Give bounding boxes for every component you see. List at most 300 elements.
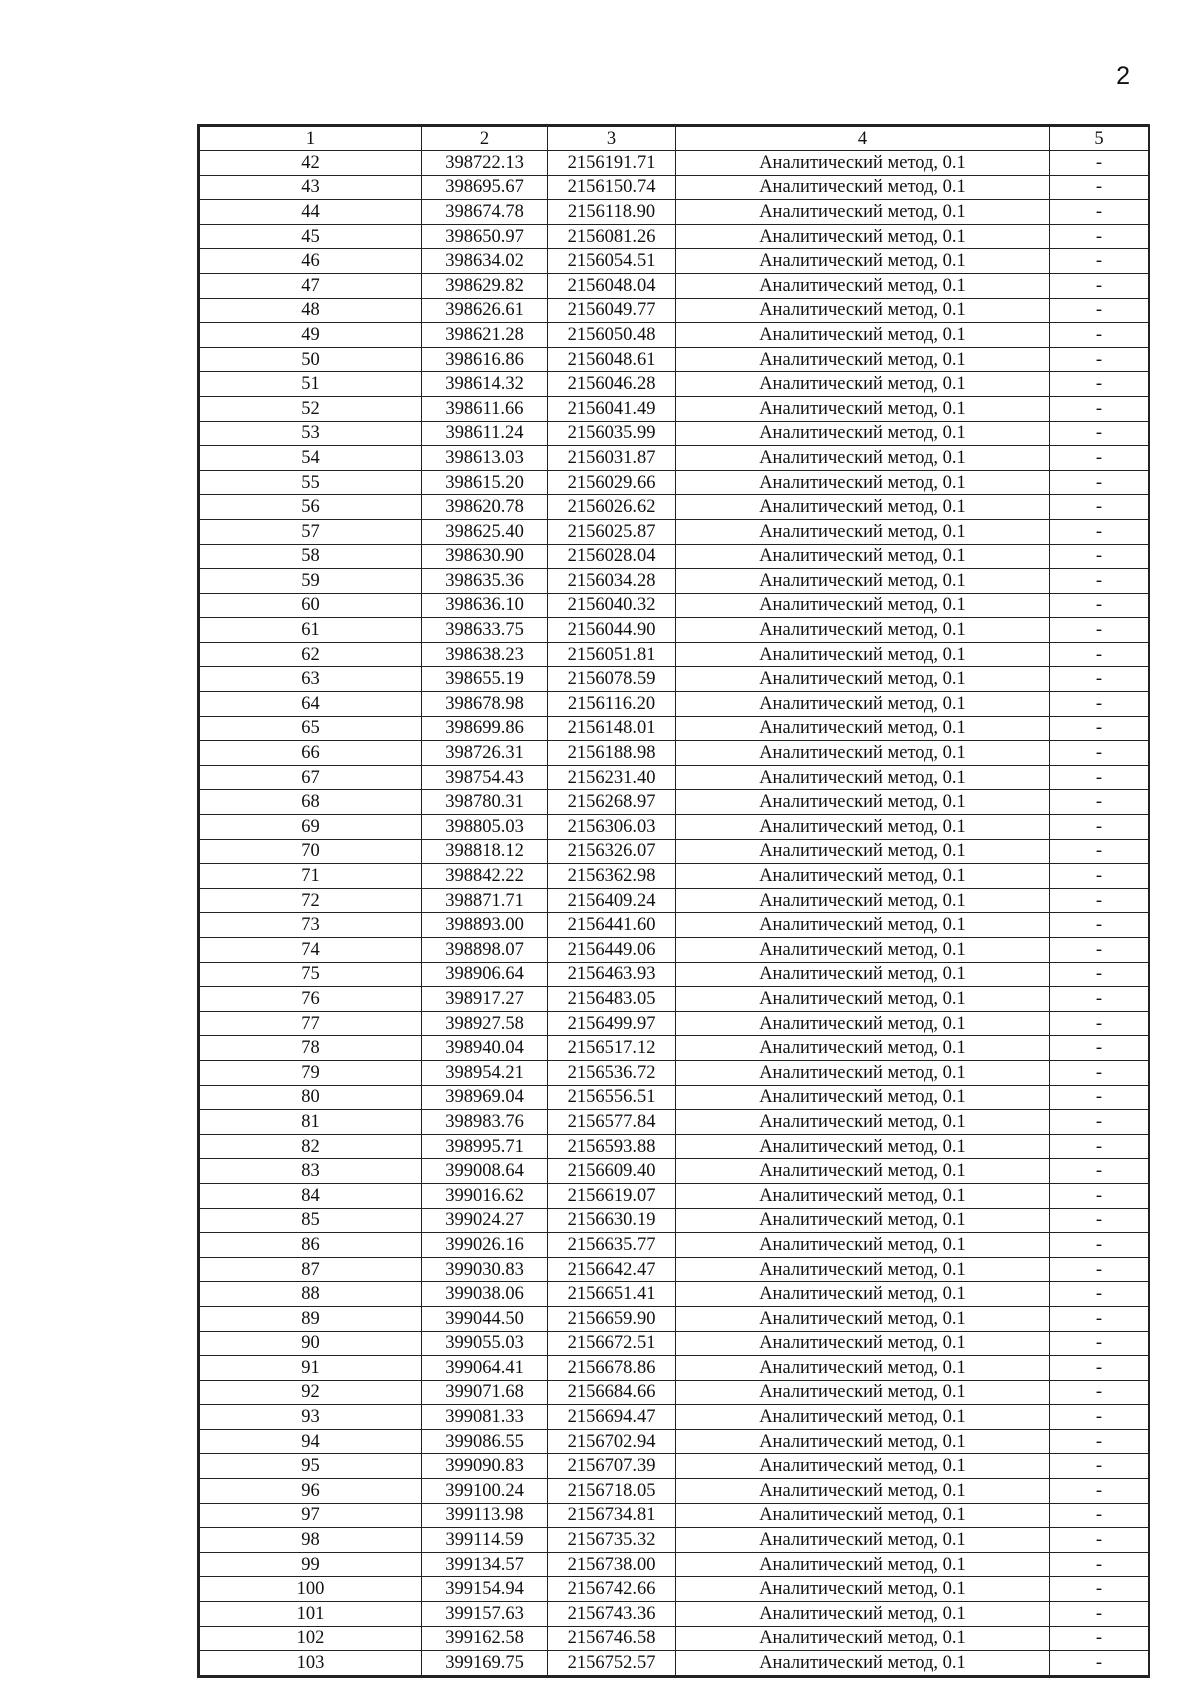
method-cell: Аналитический метод, 0.1 xyxy=(676,1479,1050,1504)
method-cell: Аналитический метод, 0.1 xyxy=(676,864,1050,889)
y-coordinate-cell: 2156362.98 xyxy=(548,864,676,889)
point-number-cell: 91 xyxy=(200,1356,422,1381)
table-row xyxy=(200,1306,1149,1331)
note-cell: - xyxy=(1050,1651,1149,1676)
note-cell: - xyxy=(1050,175,1149,200)
point-number-cell: 98 xyxy=(200,1528,422,1553)
table-row xyxy=(200,569,1149,594)
method-cell: Аналитический метод, 0.1 xyxy=(676,716,1050,741)
table-row xyxy=(200,298,1149,323)
x-coordinate-cell: 398621.28 xyxy=(422,323,548,348)
point-number-cell: 70 xyxy=(200,839,422,864)
x-coordinate-cell: 399154.94 xyxy=(422,1577,548,1602)
table-row xyxy=(200,1085,1149,1110)
x-coordinate-cell: 398917.27 xyxy=(422,987,548,1012)
table-row xyxy=(200,938,1149,963)
y-coordinate-cell: 2156441.60 xyxy=(548,913,676,938)
x-coordinate-cell: 399134.57 xyxy=(422,1552,548,1577)
note-cell: - xyxy=(1050,544,1149,569)
y-coordinate-cell: 2156409.24 xyxy=(548,888,676,913)
y-coordinate-cell: 2156118.90 xyxy=(548,200,676,225)
column-header-5: 5 xyxy=(1050,127,1149,151)
method-cell: Аналитический метод, 0.1 xyxy=(676,1110,1050,1135)
note-cell: - xyxy=(1050,1528,1149,1553)
x-coordinate-cell: 398625.40 xyxy=(422,519,548,544)
point-number-cell: 58 xyxy=(200,544,422,569)
point-number-cell: 96 xyxy=(200,1479,422,1504)
table-row xyxy=(200,765,1149,790)
point-number-cell: 99 xyxy=(200,1552,422,1577)
method-cell: Аналитический метод, 0.1 xyxy=(676,1454,1050,1479)
method-cell: Аналитический метод, 0.1 xyxy=(676,1626,1050,1651)
point-number-cell: 62 xyxy=(200,642,422,667)
y-coordinate-cell: 2156081.26 xyxy=(548,224,676,249)
table-row xyxy=(200,1626,1149,1651)
point-number-cell: 92 xyxy=(200,1380,422,1405)
method-cell: Аналитический метод, 0.1 xyxy=(676,569,1050,594)
y-coordinate-cell: 2156116.20 xyxy=(548,692,676,717)
note-cell: - xyxy=(1050,716,1149,741)
note-cell: - xyxy=(1050,790,1149,815)
x-coordinate-cell: 398626.61 xyxy=(422,298,548,323)
method-cell: Аналитический метод, 0.1 xyxy=(676,1208,1050,1233)
table-row xyxy=(200,544,1149,569)
note-cell: - xyxy=(1050,913,1149,938)
table-row xyxy=(200,1331,1149,1356)
method-cell: Аналитический метод, 0.1 xyxy=(676,987,1050,1012)
note-cell: - xyxy=(1050,347,1149,372)
point-number-cell: 87 xyxy=(200,1257,422,1282)
point-number-cell: 63 xyxy=(200,667,422,692)
y-coordinate-cell: 2156026.62 xyxy=(548,495,676,520)
table-row xyxy=(200,1503,1149,1528)
x-coordinate-cell: 398650.97 xyxy=(422,224,548,249)
y-coordinate-cell: 2156678.86 xyxy=(548,1356,676,1381)
coordinates-table-container xyxy=(197,124,1150,1678)
y-coordinate-cell: 2156752.57 xyxy=(548,1651,676,1676)
table-row xyxy=(200,372,1149,397)
point-number-cell: 49 xyxy=(200,323,422,348)
method-cell: Аналитический метод, 0.1 xyxy=(676,1306,1050,1331)
point-number-cell: 71 xyxy=(200,864,422,889)
table-row xyxy=(200,888,1149,913)
y-coordinate-cell: 2156048.61 xyxy=(548,347,676,372)
method-cell: Аналитический метод, 0.1 xyxy=(676,249,1050,274)
table-row xyxy=(200,446,1149,471)
x-coordinate-cell: 399114.59 xyxy=(422,1528,548,1553)
point-number-cell: 95 xyxy=(200,1454,422,1479)
x-coordinate-cell: 398722.13 xyxy=(422,151,548,176)
table-row xyxy=(200,224,1149,249)
point-number-cell: 102 xyxy=(200,1626,422,1651)
x-coordinate-cell: 399157.63 xyxy=(422,1602,548,1627)
note-cell: - xyxy=(1050,1110,1149,1135)
method-cell: Аналитический метод, 0.1 xyxy=(676,962,1050,987)
table-row xyxy=(200,618,1149,643)
y-coordinate-cell: 2156635.77 xyxy=(548,1233,676,1258)
y-coordinate-cell: 2156743.36 xyxy=(548,1602,676,1627)
note-cell: - xyxy=(1050,446,1149,471)
y-coordinate-cell: 2156702.94 xyxy=(548,1429,676,1454)
note-cell: - xyxy=(1050,1134,1149,1159)
method-cell: Аналитический метод, 0.1 xyxy=(676,470,1050,495)
point-number-cell: 53 xyxy=(200,421,422,446)
table-row xyxy=(200,1233,1149,1258)
point-number-cell: 42 xyxy=(200,151,422,176)
y-coordinate-cell: 2156609.40 xyxy=(548,1159,676,1184)
x-coordinate-cell: 398805.03 xyxy=(422,815,548,840)
note-cell: - xyxy=(1050,1429,1149,1454)
y-coordinate-cell: 2156029.66 xyxy=(548,470,676,495)
method-cell: Аналитический метод, 0.1 xyxy=(676,544,1050,569)
table-row xyxy=(200,716,1149,741)
method-cell: Аналитический метод, 0.1 xyxy=(676,1429,1050,1454)
method-cell: Аналитический метод, 0.1 xyxy=(676,888,1050,913)
note-cell: - xyxy=(1050,495,1149,520)
note-cell: - xyxy=(1050,815,1149,840)
y-coordinate-cell: 2156150.74 xyxy=(548,175,676,200)
method-cell: Аналитический метод, 0.1 xyxy=(676,224,1050,249)
point-number-cell: 85 xyxy=(200,1208,422,1233)
method-cell: Аналитический метод, 0.1 xyxy=(676,1036,1050,1061)
method-cell: Аналитический метод, 0.1 xyxy=(676,618,1050,643)
x-coordinate-cell: 399064.41 xyxy=(422,1356,548,1381)
note-cell: - xyxy=(1050,200,1149,225)
note-cell: - xyxy=(1050,519,1149,544)
table-row xyxy=(200,1183,1149,1208)
note-cell: - xyxy=(1050,1331,1149,1356)
method-cell: Аналитический метод, 0.1 xyxy=(676,1651,1050,1676)
x-coordinate-cell: 399090.83 xyxy=(422,1454,548,1479)
y-coordinate-cell: 2156040.32 xyxy=(548,593,676,618)
method-cell: Аналитический метод, 0.1 xyxy=(676,273,1050,298)
y-coordinate-cell: 2156035.99 xyxy=(548,421,676,446)
point-number-cell: 59 xyxy=(200,569,422,594)
note-cell: - xyxy=(1050,151,1149,176)
method-cell: Аналитический метод, 0.1 xyxy=(676,815,1050,840)
y-coordinate-cell: 2156046.28 xyxy=(548,372,676,397)
x-coordinate-cell: 398871.71 xyxy=(422,888,548,913)
y-coordinate-cell: 2156044.90 xyxy=(548,618,676,643)
y-coordinate-cell: 2156499.97 xyxy=(548,1011,676,1036)
point-number-cell: 73 xyxy=(200,913,422,938)
point-number-cell: 82 xyxy=(200,1134,422,1159)
y-coordinate-cell: 2156049.77 xyxy=(548,298,676,323)
x-coordinate-cell: 398634.02 xyxy=(422,249,548,274)
note-cell: - xyxy=(1050,888,1149,913)
method-cell: Аналитический метод, 0.1 xyxy=(676,1011,1050,1036)
table-row xyxy=(200,987,1149,1012)
table-row xyxy=(200,1429,1149,1454)
point-number-cell: 60 xyxy=(200,593,422,618)
y-coordinate-cell: 2156556.51 xyxy=(548,1085,676,1110)
point-number-cell: 84 xyxy=(200,1183,422,1208)
x-coordinate-cell: 398611.24 xyxy=(422,421,548,446)
table-row xyxy=(200,175,1149,200)
x-coordinate-cell: 398842.22 xyxy=(422,864,548,889)
note-cell: - xyxy=(1050,372,1149,397)
method-cell: Аналитический метод, 0.1 xyxy=(676,1331,1050,1356)
point-number-cell: 100 xyxy=(200,1577,422,1602)
column-header-4: 4 xyxy=(676,127,1050,151)
y-coordinate-cell: 2156031.87 xyxy=(548,446,676,471)
table-body xyxy=(200,151,1149,1676)
method-cell: Аналитический метод, 0.1 xyxy=(676,1356,1050,1381)
point-number-cell: 67 xyxy=(200,765,422,790)
method-cell: Аналитический метод, 0.1 xyxy=(676,421,1050,446)
note-cell: - xyxy=(1050,1405,1149,1430)
note-cell: - xyxy=(1050,938,1149,963)
table-row xyxy=(200,913,1149,938)
y-coordinate-cell: 2156738.00 xyxy=(548,1552,676,1577)
x-coordinate-cell: 398678.98 xyxy=(422,692,548,717)
point-number-cell: 47 xyxy=(200,273,422,298)
note-cell: - xyxy=(1050,470,1149,495)
point-number-cell: 72 xyxy=(200,888,422,913)
point-number-cell: 43 xyxy=(200,175,422,200)
note-cell: - xyxy=(1050,569,1149,594)
method-cell: Аналитический метод, 0.1 xyxy=(676,1602,1050,1627)
point-number-cell: 89 xyxy=(200,1306,422,1331)
point-number-cell: 69 xyxy=(200,815,422,840)
table-row xyxy=(200,962,1149,987)
y-coordinate-cell: 2156684.66 xyxy=(548,1380,676,1405)
point-number-cell: 54 xyxy=(200,446,422,471)
y-coordinate-cell: 2156593.88 xyxy=(548,1134,676,1159)
method-cell: Аналитический метод, 0.1 xyxy=(676,692,1050,717)
coordinates-table xyxy=(199,126,1149,1676)
note-cell: - xyxy=(1050,1552,1149,1577)
note-cell: - xyxy=(1050,1503,1149,1528)
table-row xyxy=(200,1405,1149,1430)
table-row xyxy=(200,273,1149,298)
table-row xyxy=(200,421,1149,446)
method-cell: Аналитический метод, 0.1 xyxy=(676,446,1050,471)
x-coordinate-cell: 398995.71 xyxy=(422,1134,548,1159)
note-cell: - xyxy=(1050,1282,1149,1307)
x-coordinate-cell: 398655.19 xyxy=(422,667,548,692)
note-cell: - xyxy=(1050,1159,1149,1184)
method-cell: Аналитический метод, 0.1 xyxy=(676,519,1050,544)
point-number-cell: 86 xyxy=(200,1233,422,1258)
method-cell: Аналитический метод, 0.1 xyxy=(676,1085,1050,1110)
table-header-row xyxy=(200,127,1149,151)
table-row xyxy=(200,790,1149,815)
x-coordinate-cell: 399100.24 xyxy=(422,1479,548,1504)
method-cell: Аналитический метод, 0.1 xyxy=(676,1528,1050,1553)
x-coordinate-cell: 399030.83 xyxy=(422,1257,548,1282)
y-coordinate-cell: 2156326.07 xyxy=(548,839,676,864)
method-cell: Аналитический метод, 0.1 xyxy=(676,642,1050,667)
x-coordinate-cell: 398635.36 xyxy=(422,569,548,594)
x-coordinate-cell: 398616.86 xyxy=(422,347,548,372)
table-row xyxy=(200,864,1149,889)
x-coordinate-cell: 398969.04 xyxy=(422,1085,548,1110)
x-coordinate-cell: 398674.78 xyxy=(422,200,548,225)
table-row xyxy=(200,692,1149,717)
y-coordinate-cell: 2156483.05 xyxy=(548,987,676,1012)
table-row xyxy=(200,200,1149,225)
point-number-cell: 64 xyxy=(200,692,422,717)
y-coordinate-cell: 2156659.90 xyxy=(548,1306,676,1331)
note-cell: - xyxy=(1050,273,1149,298)
point-number-cell: 66 xyxy=(200,741,422,766)
note-cell: - xyxy=(1050,1454,1149,1479)
x-coordinate-cell: 398699.86 xyxy=(422,716,548,741)
point-number-cell: 46 xyxy=(200,249,422,274)
x-coordinate-cell: 399016.62 xyxy=(422,1183,548,1208)
y-coordinate-cell: 2156463.93 xyxy=(548,962,676,987)
y-coordinate-cell: 2156028.04 xyxy=(548,544,676,569)
page-number: 2 xyxy=(1116,62,1130,90)
point-number-cell: 83 xyxy=(200,1159,422,1184)
table-row xyxy=(200,1159,1149,1184)
y-coordinate-cell: 2156536.72 xyxy=(548,1060,676,1085)
x-coordinate-cell: 398630.90 xyxy=(422,544,548,569)
x-coordinate-cell: 399038.06 xyxy=(422,1282,548,1307)
table-row xyxy=(200,1134,1149,1159)
point-number-cell: 55 xyxy=(200,470,422,495)
y-coordinate-cell: 2156718.05 xyxy=(548,1479,676,1504)
column-header-1: 1 xyxy=(200,127,422,151)
x-coordinate-cell: 398695.67 xyxy=(422,175,548,200)
method-cell: Аналитический метод, 0.1 xyxy=(676,1060,1050,1085)
y-coordinate-cell: 2156231.40 xyxy=(548,765,676,790)
point-number-cell: 57 xyxy=(200,519,422,544)
note-cell: - xyxy=(1050,1183,1149,1208)
method-cell: Аналитический метод, 0.1 xyxy=(676,1134,1050,1159)
method-cell: Аналитический метод, 0.1 xyxy=(676,839,1050,864)
point-number-cell: 103 xyxy=(200,1651,422,1676)
x-coordinate-cell: 399008.64 xyxy=(422,1159,548,1184)
note-cell: - xyxy=(1050,1085,1149,1110)
y-coordinate-cell: 2156672.51 xyxy=(548,1331,676,1356)
method-cell: Аналитический метод, 0.1 xyxy=(676,913,1050,938)
point-number-cell: 101 xyxy=(200,1602,422,1627)
method-cell: Аналитический метод, 0.1 xyxy=(676,151,1050,176)
y-coordinate-cell: 2156651.41 xyxy=(548,1282,676,1307)
point-number-cell: 78 xyxy=(200,1036,422,1061)
note-cell: - xyxy=(1050,642,1149,667)
note-cell: - xyxy=(1050,1356,1149,1381)
point-number-cell: 93 xyxy=(200,1405,422,1430)
method-cell: Аналитический метод, 0.1 xyxy=(676,1380,1050,1405)
point-number-cell: 61 xyxy=(200,618,422,643)
y-coordinate-cell: 2156041.49 xyxy=(548,396,676,421)
note-cell: - xyxy=(1050,765,1149,790)
table-row xyxy=(200,249,1149,274)
table-row xyxy=(200,1552,1149,1577)
y-coordinate-cell: 2156694.47 xyxy=(548,1405,676,1430)
x-coordinate-cell: 398780.31 xyxy=(422,790,548,815)
table-row xyxy=(200,667,1149,692)
x-coordinate-cell: 399026.16 xyxy=(422,1233,548,1258)
table-row xyxy=(200,1651,1149,1676)
note-cell: - xyxy=(1050,1577,1149,1602)
point-number-cell: 50 xyxy=(200,347,422,372)
table-row xyxy=(200,1011,1149,1036)
y-coordinate-cell: 2156025.87 xyxy=(548,519,676,544)
y-coordinate-cell: 2156642.47 xyxy=(548,1257,676,1282)
point-number-cell: 79 xyxy=(200,1060,422,1085)
point-number-cell: 45 xyxy=(200,224,422,249)
x-coordinate-cell: 399113.98 xyxy=(422,1503,548,1528)
note-cell: - xyxy=(1050,618,1149,643)
table-row xyxy=(200,1257,1149,1282)
method-cell: Аналитический метод, 0.1 xyxy=(676,495,1050,520)
method-cell: Аналитический метод, 0.1 xyxy=(676,1503,1050,1528)
method-cell: Аналитический метод, 0.1 xyxy=(676,1257,1050,1282)
x-coordinate-cell: 399071.68 xyxy=(422,1380,548,1405)
x-coordinate-cell: 399081.33 xyxy=(422,1405,548,1430)
table-row xyxy=(200,1454,1149,1479)
table-row xyxy=(200,642,1149,667)
y-coordinate-cell: 2156188.98 xyxy=(548,741,676,766)
method-cell: Аналитический метод, 0.1 xyxy=(676,200,1050,225)
y-coordinate-cell: 2156051.81 xyxy=(548,642,676,667)
y-coordinate-cell: 2156735.32 xyxy=(548,1528,676,1553)
note-cell: - xyxy=(1050,1626,1149,1651)
table-row xyxy=(200,741,1149,766)
x-coordinate-cell: 398940.04 xyxy=(422,1036,548,1061)
method-cell: Аналитический метод, 0.1 xyxy=(676,323,1050,348)
table-row xyxy=(200,1602,1149,1627)
method-cell: Аналитический метод, 0.1 xyxy=(676,667,1050,692)
note-cell: - xyxy=(1050,1233,1149,1258)
y-coordinate-cell: 2156449.06 xyxy=(548,938,676,963)
x-coordinate-cell: 398615.20 xyxy=(422,470,548,495)
x-coordinate-cell: 398614.32 xyxy=(422,372,548,397)
method-cell: Аналитический метод, 0.1 xyxy=(676,1159,1050,1184)
table-row xyxy=(200,1356,1149,1381)
y-coordinate-cell: 2156734.81 xyxy=(548,1503,676,1528)
y-coordinate-cell: 2156268.97 xyxy=(548,790,676,815)
note-cell: - xyxy=(1050,987,1149,1012)
x-coordinate-cell: 398726.31 xyxy=(422,741,548,766)
method-cell: Аналитический метод, 0.1 xyxy=(676,372,1050,397)
point-number-cell: 80 xyxy=(200,1085,422,1110)
method-cell: Аналитический метод, 0.1 xyxy=(676,1405,1050,1430)
x-coordinate-cell: 398638.23 xyxy=(422,642,548,667)
note-cell: - xyxy=(1050,323,1149,348)
method-cell: Аналитический метод, 0.1 xyxy=(676,1577,1050,1602)
x-coordinate-cell: 399162.58 xyxy=(422,1626,548,1651)
table-row xyxy=(200,1036,1149,1061)
x-coordinate-cell: 398629.82 xyxy=(422,273,548,298)
table-row xyxy=(200,470,1149,495)
point-number-cell: 65 xyxy=(200,716,422,741)
note-cell: - xyxy=(1050,839,1149,864)
point-number-cell: 77 xyxy=(200,1011,422,1036)
point-number-cell: 81 xyxy=(200,1110,422,1135)
table-row xyxy=(200,151,1149,176)
method-cell: Аналитический метод, 0.1 xyxy=(676,1282,1050,1307)
note-cell: - xyxy=(1050,667,1149,692)
table-row xyxy=(200,815,1149,840)
note-cell: - xyxy=(1050,1479,1149,1504)
y-coordinate-cell: 2156707.39 xyxy=(548,1454,676,1479)
x-coordinate-cell: 398906.64 xyxy=(422,962,548,987)
note-cell: - xyxy=(1050,421,1149,446)
x-coordinate-cell: 398633.75 xyxy=(422,618,548,643)
note-cell: - xyxy=(1050,1060,1149,1085)
y-coordinate-cell: 2156148.01 xyxy=(548,716,676,741)
table-row xyxy=(200,1528,1149,1553)
x-coordinate-cell: 398818.12 xyxy=(422,839,548,864)
method-cell: Аналитический метод, 0.1 xyxy=(676,1183,1050,1208)
note-cell: - xyxy=(1050,593,1149,618)
note-cell: - xyxy=(1050,1306,1149,1331)
